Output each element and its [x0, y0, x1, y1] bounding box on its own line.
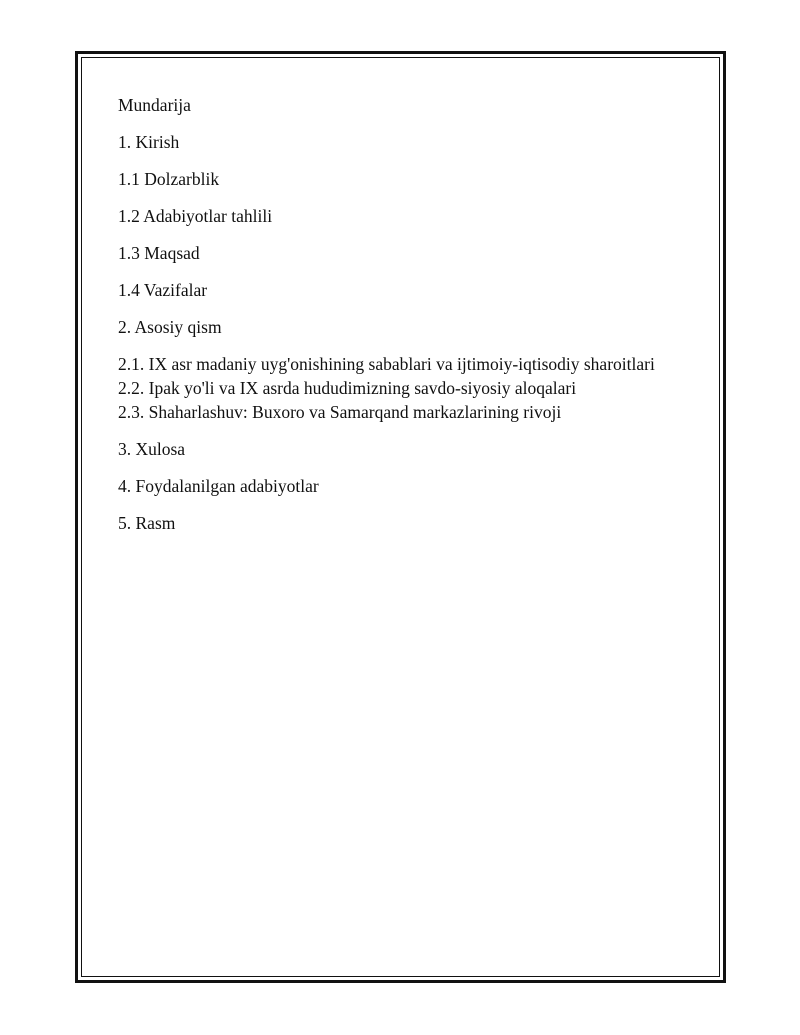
toc-title: Mundarija	[118, 95, 191, 115]
toc-item-1-4: 1.4 Vazifalar	[118, 280, 208, 300]
toc-item-5: 5. Rasm	[118, 513, 176, 533]
toc-item-3: 3. Xulosa	[118, 439, 186, 459]
toc-item-2-2: 2.2. Ipak yo'li va IX asrda hududimizning savdo-siyosiy aloqalari	[118, 378, 577, 398]
toc-item-1: 1. Kirish	[118, 132, 180, 152]
toc-item-4: 4. Foydalanilgan adabiyotlar	[118, 476, 319, 496]
toc-item-1-2: 1.2 Adabiyotlar tahlili	[118, 206, 273, 226]
toc-item-2-1: 2.1. IX asr madaniy uyg'onishining sabablari va ijtimoiy-iqtisodiy sharoitlari	[118, 354, 655, 374]
toc-item-2-3: 2.3. Shaharlashuv: Buxoro va Samarqand markazlarining rivoji	[118, 402, 562, 422]
toc-item-2: 2. Asosiy qism	[118, 317, 222, 337]
toc-item-1-1: 1.1 Dolzarblik	[118, 169, 220, 189]
table-of-contents	[118, 94, 708, 534]
toc-item-1-3: 1.3 Maqsad	[118, 243, 200, 263]
